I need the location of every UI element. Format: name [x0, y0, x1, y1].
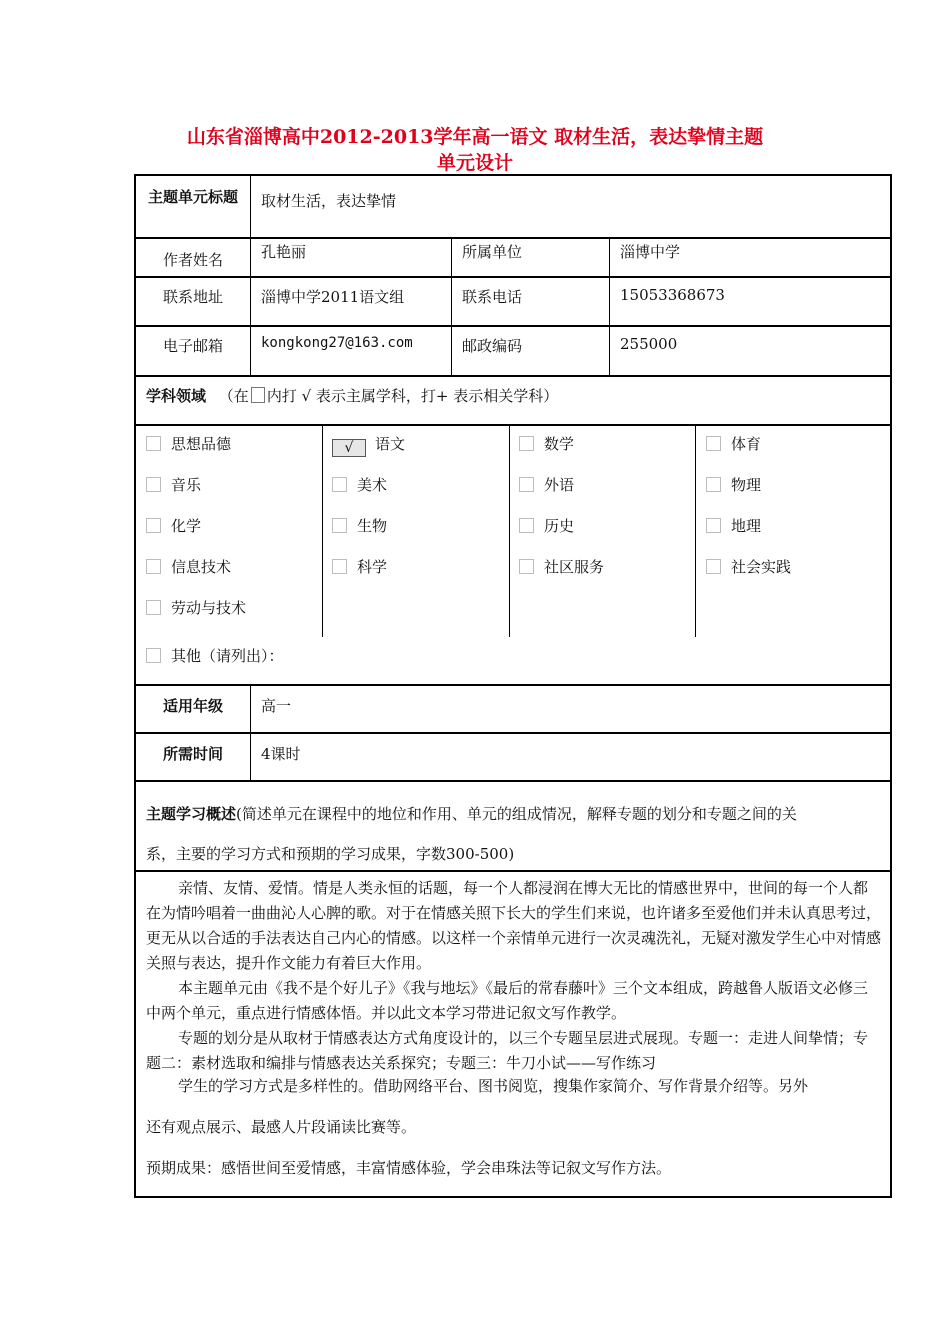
grid-divider-1	[322, 426, 323, 637]
subject-option[interactable]	[519, 516, 574, 536]
subject-option[interactable]	[146, 434, 231, 454]
subject-option[interactable]	[519, 557, 604, 577]
checkmark-checkbox-icon[interactable]: √	[332, 439, 366, 457]
checkbox-icon[interactable]	[519, 436, 534, 451]
inline-checkbox-icon	[251, 387, 265, 403]
subject-label: 社会实践	[731, 558, 792, 576]
time-value: 4课时	[261, 745, 301, 763]
subject-area-label: 学科领域	[146, 387, 207, 405]
checkbox-icon[interactable]	[706, 477, 721, 492]
checkbox-icon[interactable]	[146, 518, 161, 533]
subject-option[interactable]	[332, 475, 387, 495]
unit-affiliation-label: 所属单位	[452, 239, 610, 276]
body-paragraph-3: 专题的划分是从取材于情感表达方式角度设计的，以三个专题呈层进式展现。专题一：走进人间挚情；专题二：素材选取和编排与情感表达关系探究；专题三：牛刀小试——写作练习	[146, 1029, 869, 1072]
unit-title-label: 主题单元标题	[136, 176, 251, 237]
subject-option[interactable]	[332, 516, 387, 536]
row-overview	[136, 782, 890, 872]
subject-label: 体育	[731, 435, 762, 453]
row-time	[136, 734, 890, 782]
subject-option[interactable]	[332, 557, 387, 577]
design-table	[134, 174, 892, 1198]
subject-option[interactable]	[146, 516, 201, 536]
checkbox-icon[interactable]	[146, 600, 161, 615]
body-paragraph-1: 亲情、友情、爱情。情是人类永恒的话题，每一个人都浸润在博大无比的情感世界中，世间的每一个人都在为情吟唱着一曲曲沁人心脾的歌。对于在情感关照下长大的学生们来说，也许诸多至爱他们并未认真思考过，更无从以合适的手法表达自己内心的情感。以这样一个亲情单元进行一次灵魂洗礼，无疑对激发学生心中对情感关照与表达，提升作文能力有着巨大作用。	[146, 879, 882, 972]
time-label: 所需时间	[136, 734, 251, 780]
subject-label: 地理	[731, 517, 762, 535]
subject-label: 科学	[357, 558, 388, 576]
subject-label: 思想品德	[171, 435, 232, 453]
row-author	[136, 239, 890, 278]
body-paragraph-5: 预期成果：感悟世间至爱情感，丰富情感体验，学会串珠法等记叙文写作方法。	[146, 1159, 672, 1177]
overview-desc-1: (简述单元在课程中的地位和作用、单元的组成情况，解释专题的划分和专题之间的关	[236, 805, 797, 823]
row-unit-title	[136, 176, 890, 239]
checkbox-icon[interactable]	[519, 518, 534, 533]
row-grade	[136, 686, 890, 734]
phone-value: 15053368673	[620, 286, 725, 304]
checkbox-icon[interactable]	[706, 559, 721, 574]
subject-option[interactable]	[519, 475, 574, 495]
page-title-line2: 单元设计	[436, 152, 513, 174]
author-label: 作者姓名	[136, 239, 251, 276]
grid-divider-3	[695, 426, 696, 637]
subject-option[interactable]	[706, 475, 761, 495]
subject-label: 化学	[171, 517, 202, 535]
body-paragraph-4b: 还有观点展示、最感人片段诵读比赛等。	[146, 1118, 417, 1136]
subject-option[interactable]	[706, 557, 791, 577]
subject-label: 美术	[357, 476, 388, 494]
subject-option[interactable]	[146, 598, 246, 618]
checkbox-icon[interactable]	[146, 648, 161, 663]
grade-value: 高一	[261, 697, 292, 715]
checkbox-icon[interactable]	[146, 559, 161, 574]
row-address	[136, 278, 890, 327]
row-email	[136, 327, 890, 377]
subject-option[interactable]	[706, 516, 761, 536]
subject-option[interactable]	[706, 434, 761, 454]
subject-area-header	[146, 385, 558, 406]
address-label: 联系地址	[136, 278, 251, 325]
email-label: 电子邮箱	[136, 327, 251, 375]
subject-label: 语文	[375, 435, 406, 453]
checkbox-icon[interactable]	[706, 436, 721, 451]
subject-option[interactable]	[146, 475, 201, 495]
subject-option[interactable]	[519, 434, 574, 454]
postal-value: 255000	[620, 335, 678, 353]
subject-label: 音乐	[171, 476, 202, 494]
overview-text	[146, 794, 797, 874]
subject-option[interactable]	[146, 557, 231, 577]
checkbox-icon[interactable]	[146, 477, 161, 492]
subject-area-note-a: （在	[218, 387, 249, 405]
overview-body	[136, 872, 890, 1196]
grade-label: 适用年级	[136, 686, 251, 732]
email-value: kongkong27@163.com	[251, 327, 452, 375]
subject-label: 信息技术	[171, 558, 232, 576]
address-value: 淄博中学2011语文组	[251, 278, 452, 325]
overview-desc-2: 系，主要的学习方式和预期的学习成果，字数300-500)	[146, 845, 515, 863]
checkbox-icon[interactable]	[332, 518, 347, 533]
author-value: 孔艳丽	[251, 239, 452, 276]
subject-other-label: 其他（请列出）：	[171, 647, 284, 665]
subject-label: 外语	[544, 476, 575, 494]
checkbox-icon[interactable]	[332, 559, 347, 574]
page-title-line1: 山东省淄博高中2012-2013学年高一语文 取材生活，表达挚情主题	[186, 126, 764, 148]
checkbox-icon[interactable]	[519, 559, 534, 574]
subject-label: 劳动与技术	[171, 599, 247, 617]
unit-affiliation-value: 淄博中学	[620, 243, 681, 261]
checkbox-icon[interactable]	[146, 436, 161, 451]
body-paragraph-4a: 学生的学习方式是多样性的。借助网络平台、图书阅览，搜集作家简介、写作背景介绍等。另外	[178, 1077, 809, 1095]
checkbox-icon[interactable]	[706, 518, 721, 533]
phone-label: 联系电话	[452, 278, 610, 325]
subject-label: 物理	[731, 476, 762, 494]
subject-area-note-b: 内打 √ 表示主属学科，打+ 表示相关学科）	[266, 387, 559, 405]
unit-title-value: 取材生活，表达挚情	[261, 192, 397, 210]
subject-label: 生物	[357, 517, 388, 535]
row-subject-area	[136, 377, 890, 426]
subject-label: 社区服务	[544, 558, 605, 576]
subject-option-other[interactable]	[146, 646, 284, 666]
grid-divider-2	[509, 426, 510, 637]
subject-label: 数学	[544, 435, 575, 453]
body-paragraph-2: 本主题单元由《我不是个好儿子》《我与地坛》《最后的常春藤叶》三个文本组成，跨越鲁人版语文必修三中两个单元，重点进行情感体悟。并以此文本学习带进记叙文写作教学。	[146, 979, 869, 1022]
subject-option-checked[interactable]	[332, 434, 405, 457]
subject-label: 历史	[544, 517, 575, 535]
checkbox-icon[interactable]	[332, 477, 347, 492]
postal-label: 邮政编码	[452, 327, 610, 375]
checkbox-icon[interactable]	[519, 477, 534, 492]
overview-label: 主题学习概述	[146, 805, 237, 823]
subject-grid	[136, 426, 890, 686]
